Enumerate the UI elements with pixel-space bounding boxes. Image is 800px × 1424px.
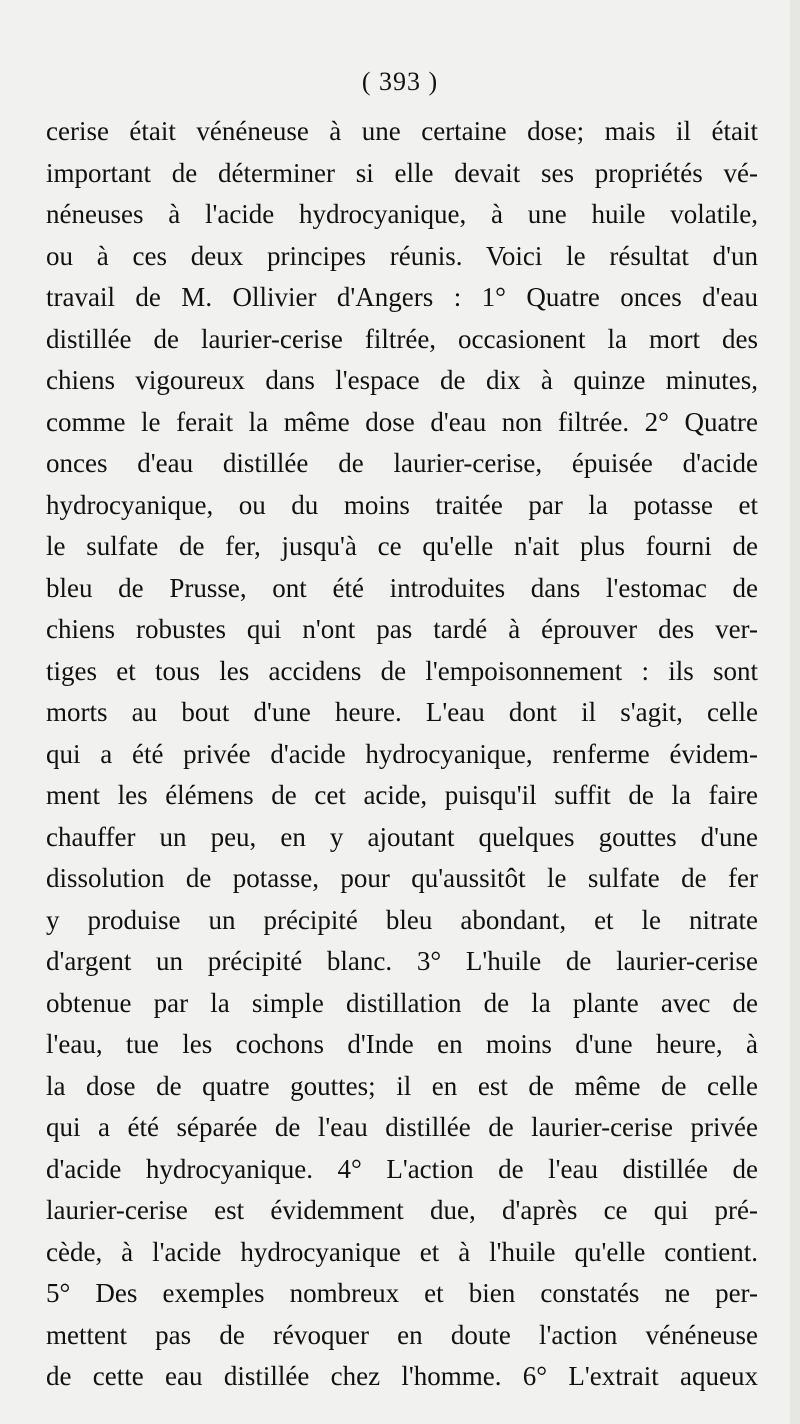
text-line: chauffer un peu, en y ajoutant quelques gouttes d'une <box>46 821 758 852</box>
page-number: ( 393 ) <box>361 67 439 96</box>
text-line: comme le ferait la même dose d'eau non filtrée. 2° Quatre <box>46 406 758 437</box>
body-text <box>46 111 758 1398</box>
text-line: distillée de laurier-cerise filtrée, occasionent la mort des <box>46 323 758 354</box>
text-line: tiges et tous les accidens de l'empoisonnement : ils sont <box>46 655 758 686</box>
text-line: bleu de Prusse, ont été introduites dans l'estomac de <box>46 572 758 603</box>
text-line: de cette eau distillée chez l'homme. 6° L'extrait aqueux <box>46 1361 758 1391</box>
text-line: le sulfate de fer, jusqu'à ce qu'elle n'ait plus fourni de <box>46 531 758 561</box>
text-line: d'acide hydrocyanique. 4° L'action de l'eau distillée de <box>46 1153 758 1184</box>
text-line: 5° Des exemples nombreux et bien constatés ne per- <box>46 1278 758 1308</box>
text-line: morts au bout d'une heure. L'eau dont il s'agit, celle <box>46 697 758 727</box>
text-line: laurier-cerise est évidemment due, d'après ce qui pré- <box>46 1195 758 1225</box>
text-line: y produise un précipité bleu abondant, et le nitrate <box>46 904 758 935</box>
text-line: dissolution de potasse, pour qu'aussitôt le sulfate de fer <box>46 863 758 893</box>
page-edge <box>790 0 800 1424</box>
text-line: chiens robustes qui n'ont pas tardé à éprouver des ver- <box>46 614 758 644</box>
text-line: travail de M. Ollivier d'Angers : 1° Quatre onces d'eau <box>46 282 758 312</box>
text-line: néneuses à l'acide hydrocyanique, à une huile volatile, <box>46 199 758 229</box>
text-line: l'eau, tue les cochons d'Inde en moins d'une heure, à <box>46 1029 758 1059</box>
text-line: chiens vigoureux dans l'espace de dix à quinze minutes, <box>46 365 758 395</box>
text-line: ment les élémens de cet acide, puisqu'il suffit de la faire <box>46 780 758 810</box>
text-line: la dose de quatre gouttes; il en est de même de celle <box>46 1070 758 1101</box>
text-line: hydrocyanique, ou du moins traitée par la potasse et <box>46 489 758 520</box>
text-line: obtenue par la simple distillation de la plante avec de <box>46 987 758 1018</box>
text-line: qui a été séparée de l'eau distillée de laurier-cerise privée <box>46 1112 758 1142</box>
text-line: cerise était vénéneuse à une certaine dose; mais il était <box>46 116 758 146</box>
text-line: important de déterminer si elle devait ses propriétés vé- <box>46 157 758 188</box>
text-line: cède, à l'acide hydrocyanique et à l'huile qu'elle contient. <box>46 1236 758 1267</box>
text-line: ou à ces deux principes réunis. Voici le résultat d'un <box>46 240 758 271</box>
text-line: mettent pas de révoquer en doute l'action vénéneuse <box>46 1319 758 1350</box>
text-line: onces d'eau distillée de laurier-cerise, épuisée d'acide <box>46 448 758 478</box>
text-line: d'argent un précipité blanc. 3° L'huile de laurier-cerise <box>46 946 758 976</box>
text-line: qui a été privée d'acide hydrocyanique, renferme évidem- <box>46 738 758 769</box>
